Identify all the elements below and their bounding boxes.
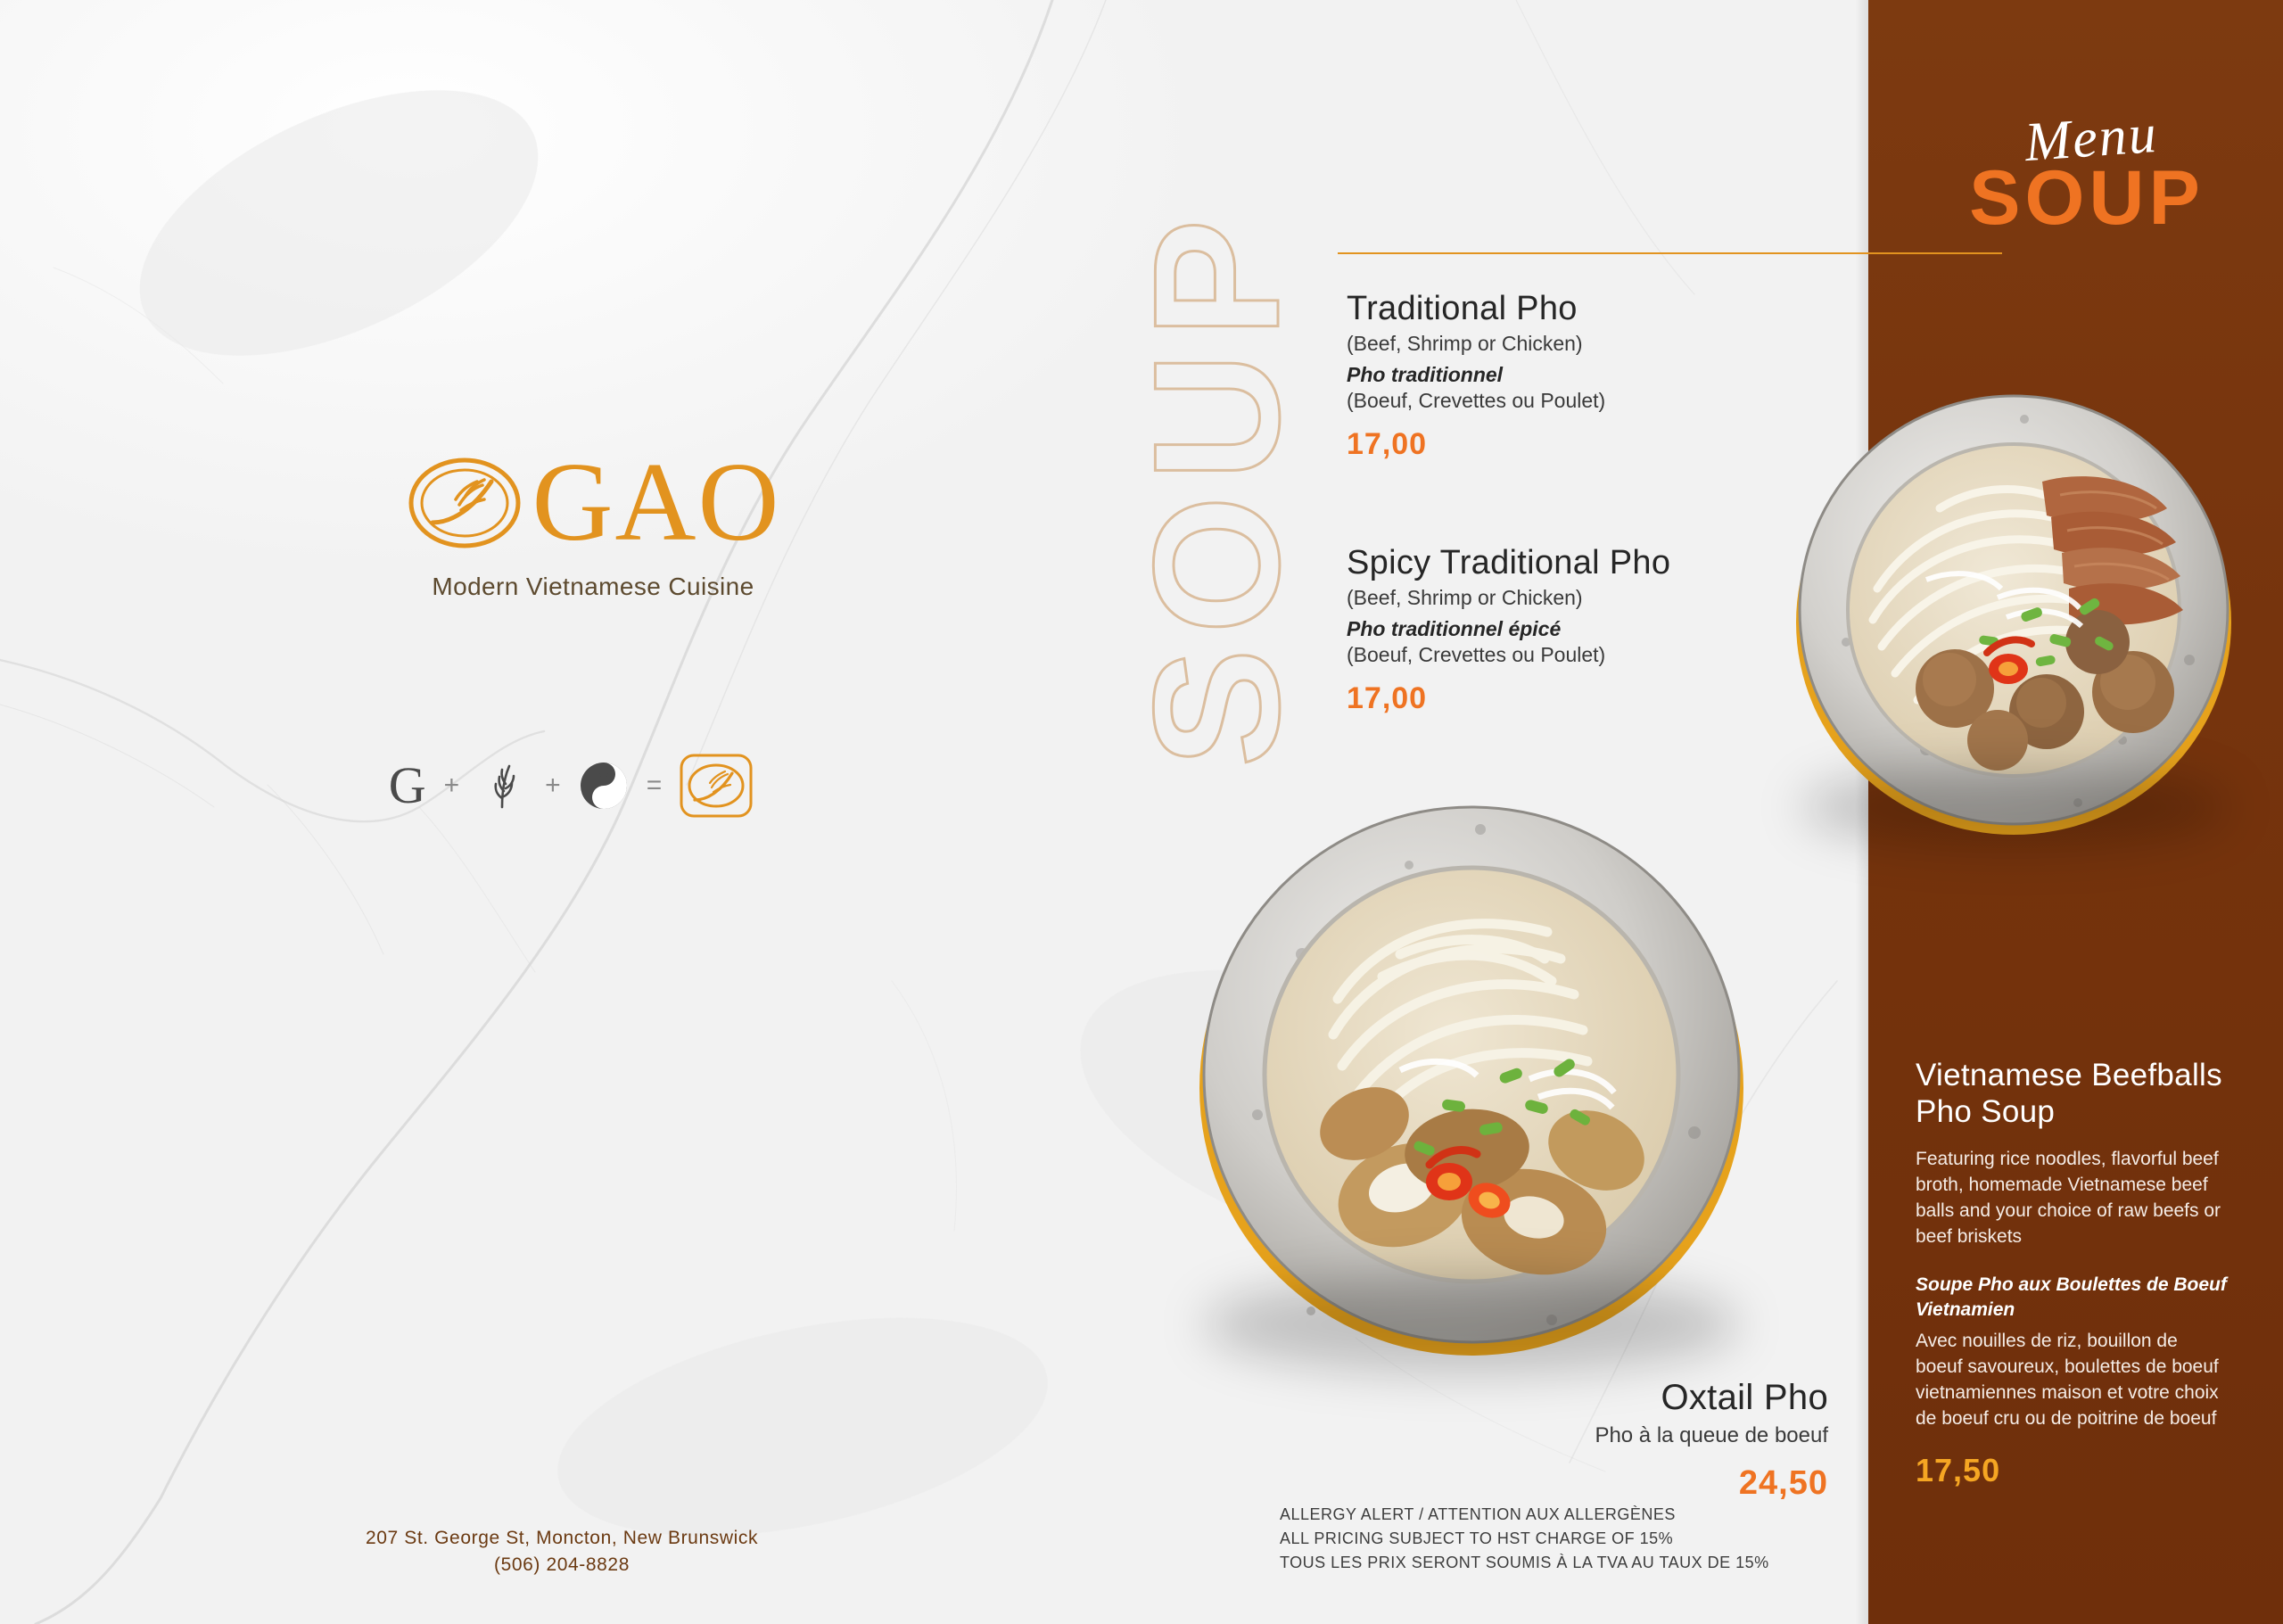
yin-yang-icon (579, 761, 629, 811)
letter-g: G (388, 756, 426, 814)
item-subtitle-fr: (Boeuf, Crevettes ou Poulet) (1347, 643, 1606, 666)
plus-sign-2: + (545, 771, 561, 800)
feature-price: 17,50 (1916, 1451, 2001, 1488)
item-name: Spicy Traditional Pho (1347, 544, 1671, 581)
item-subtitle: (Beef, Shrimp or Chicken) (1347, 586, 1583, 609)
brand-equation (321, 754, 820, 818)
equals-sign: = (646, 771, 663, 800)
item-name-fr: Pho traditionnel (1347, 363, 1504, 386)
brand-wordmark: GAO (532, 441, 781, 565)
menu-header (1940, 103, 2234, 243)
menu-item-spicy-traditional-pho (1347, 544, 1846, 716)
allergy-line-3: TOUS LES PRIX SERONT SOUMIS À LA TVA AU TAUX DE 15% (1280, 1554, 1769, 1571)
item-subtitle: (Beef, Shrimp or Chicken) (1347, 332, 1583, 355)
menu-item-traditional-pho (1347, 290, 1846, 462)
menu-section-title: SOUP (1969, 155, 2205, 241)
feature-title-fr: Soupe Pho aux Boulettes de Boeuf Vietnamien (1916, 1274, 2227, 1320)
feature-description-fr: Avec nouilles de riz, bouillon de boeuf savoureux, boulettes de boeuf vietnamiennes maison et votre choix de boeuf cru ou de poitrine de boeuf (1916, 1331, 2219, 1429)
item-name-fr: Pho traditionnel épicé (1347, 617, 1562, 640)
wheat-icon (477, 761, 527, 811)
soup-watermark-text: SOUP (1117, 204, 1316, 768)
gao-logo-icon-small (680, 754, 753, 818)
item-name: Traditional Pho (1347, 290, 1578, 327)
item-subtitle-fr: (Boeuf, Crevettes ou Poulet) (1347, 389, 1606, 412)
title-divider (1338, 252, 2002, 254)
feature-title: Vietnamese Beefballs Pho Soup (1916, 1058, 2222, 1130)
item-name: Oxtail Pho (1661, 1378, 1828, 1417)
footer-address (250, 1525, 874, 1579)
item-price: 24,50 (1738, 1464, 1828, 1502)
item-name-fr: Pho à la queue de boeuf (1595, 1423, 1828, 1447)
gao-logo-icon (406, 446, 538, 560)
menu-script-word: Menu (2023, 103, 2160, 174)
phone-line: (506) 204-8828 (493, 1554, 630, 1576)
allergy-notice (1280, 1503, 1815, 1575)
beefballs-pho-photo (1784, 375, 2247, 838)
item-price: 17,00 (1347, 427, 1428, 461)
menu-item-oxtail-pho (1373, 1378, 1828, 1503)
soup-watermark (1119, 156, 1315, 816)
plus-sign-1: + (443, 771, 460, 800)
feature-description: Featuring rice noodles, flavorful beef broth, homemade Vietnamese beef balls and your choice of raw beefs or beef briskets (1916, 1148, 2221, 1247)
allergy-line-2: ALL PRICING SUBJECT TO HST CHARGE OF 15% (1280, 1529, 1674, 1547)
oxtail-pho-photo (1177, 776, 1766, 1364)
allergy-line-1: ALLERGY ALERT / ATTENTION AUX ALLERGÈNES (1280, 1505, 1676, 1523)
item-price: 17,00 (1347, 681, 1428, 715)
address-line: 207 St. George St, Moncton, New Brunswick (365, 1528, 759, 1548)
feature-dish (1916, 1057, 2228, 1489)
brand-logo (352, 441, 834, 601)
brand-tagline: Modern Vietnamese Cuisine (432, 573, 754, 600)
